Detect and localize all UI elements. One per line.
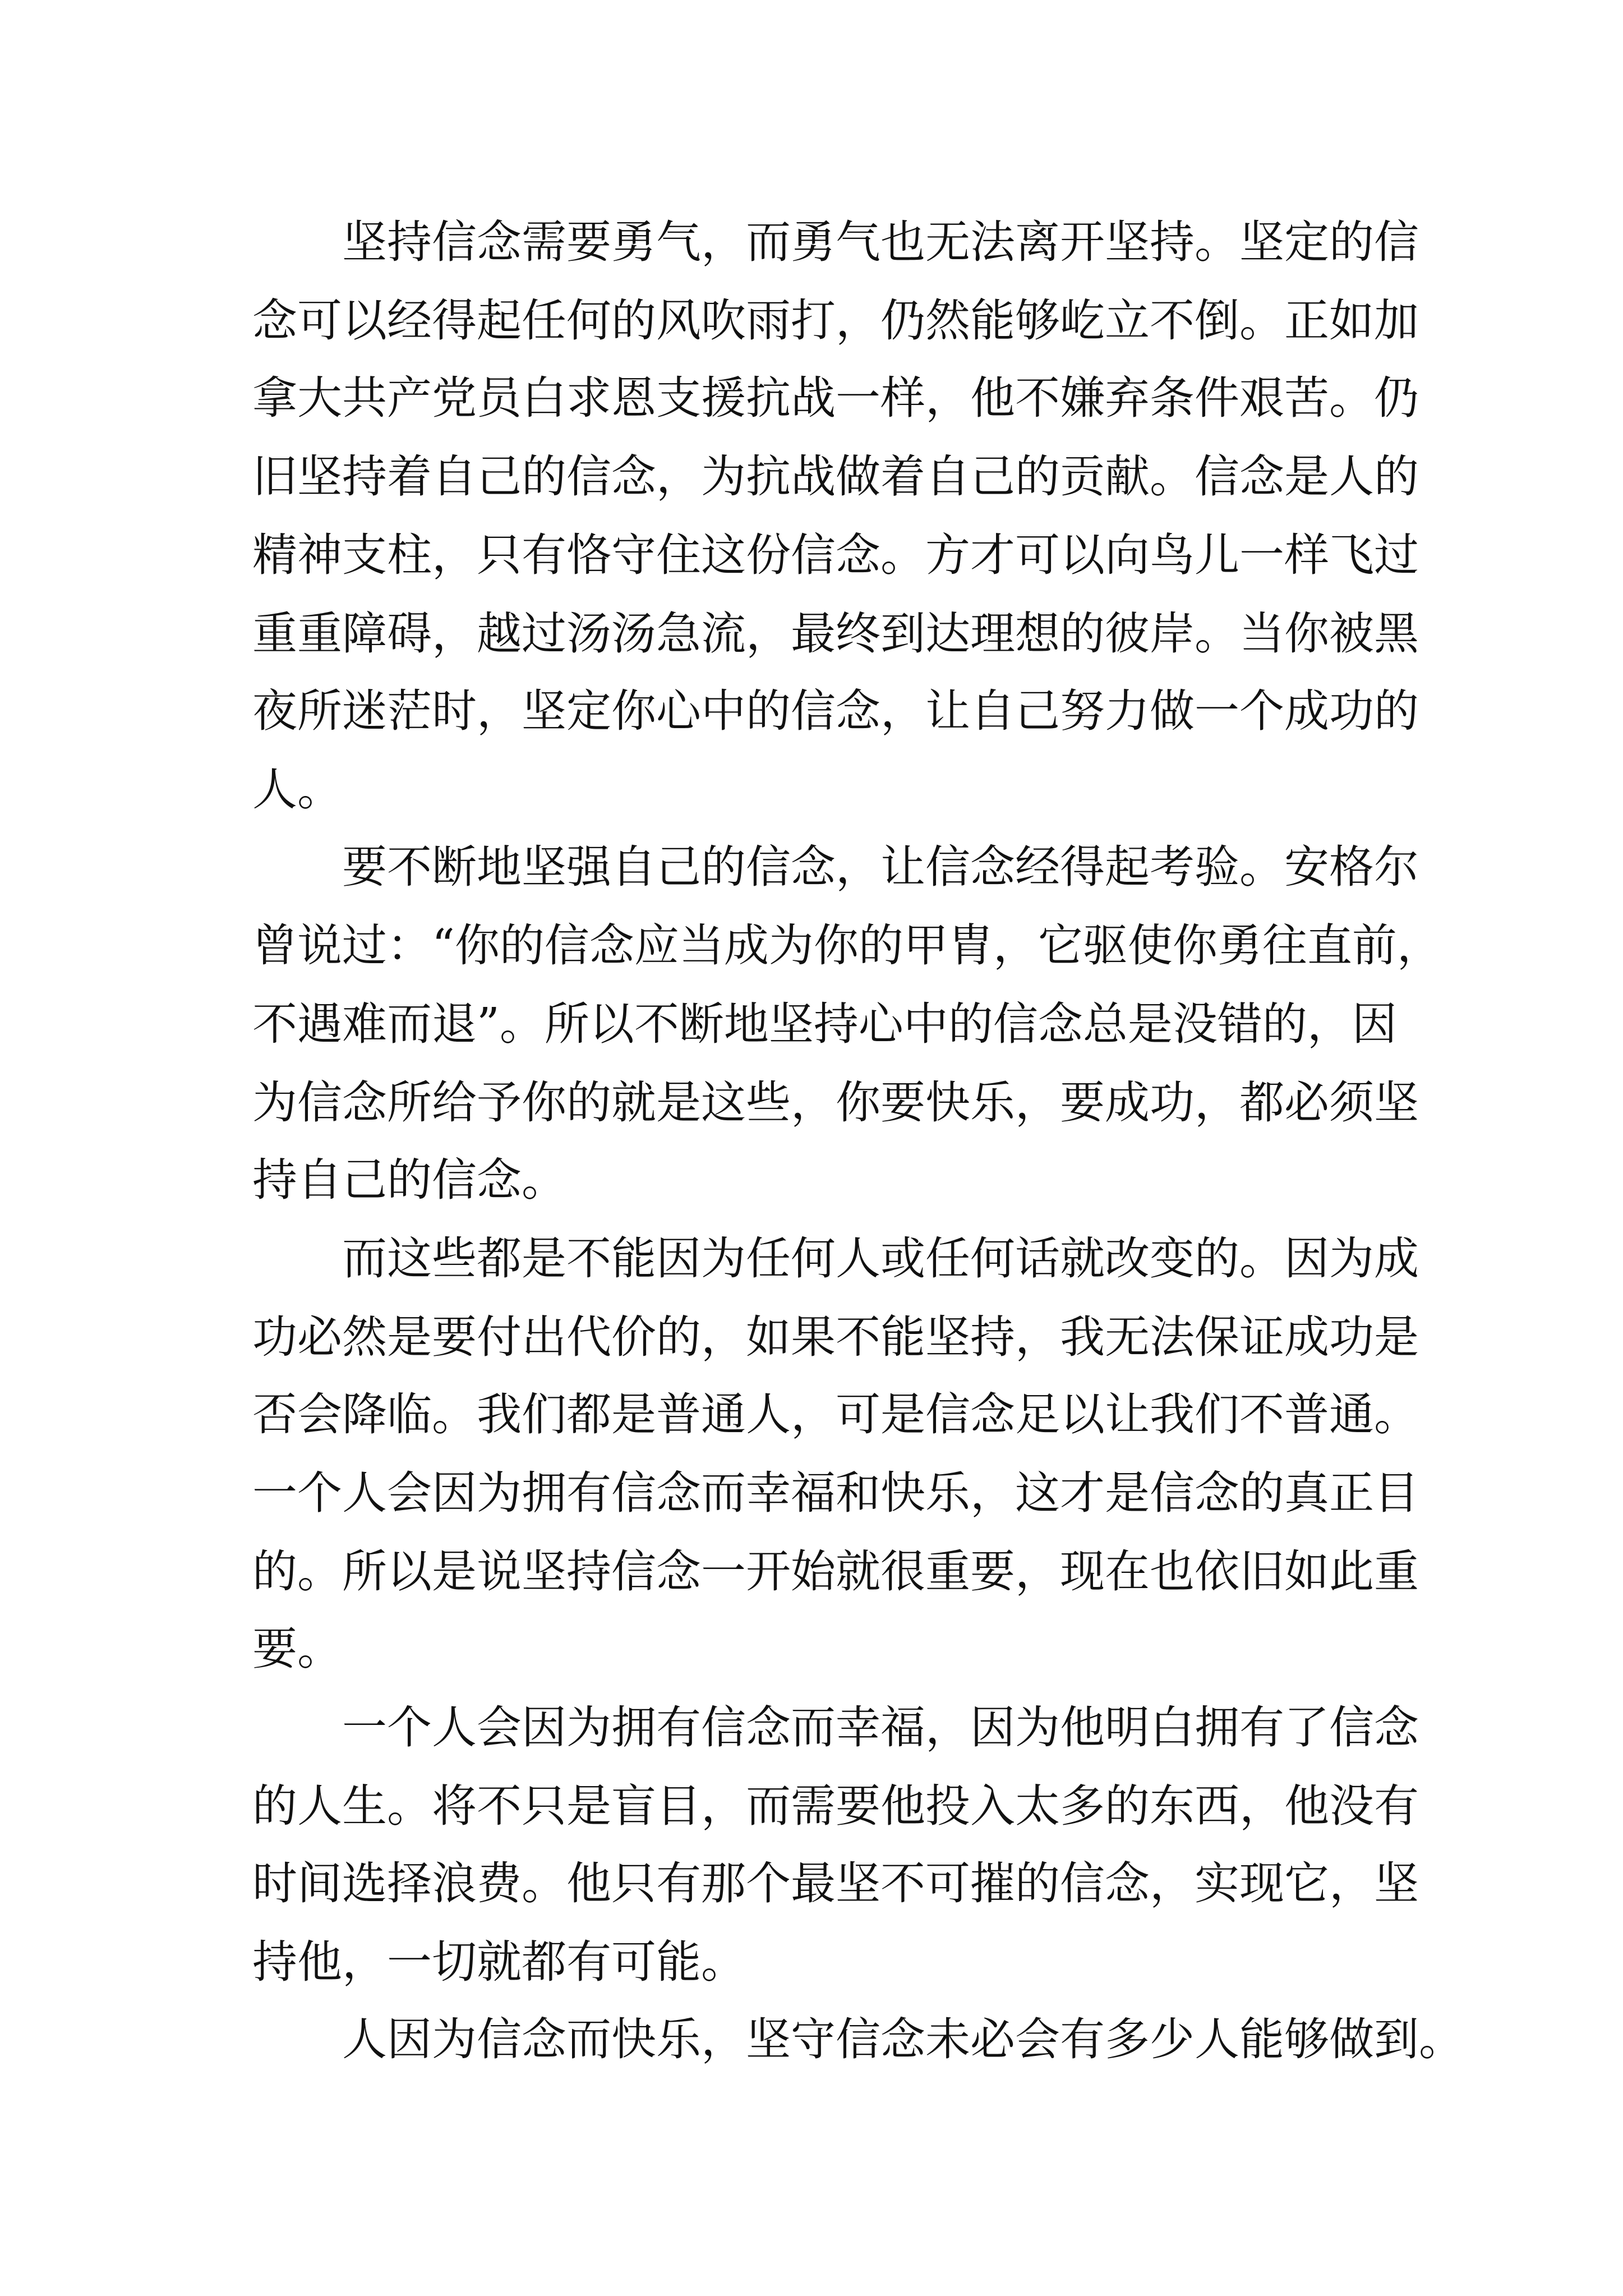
text-line: 曾说过：“你的信念应当成为你的甲胄，它驱使你勇往直前， [252, 919, 1442, 972]
text-line: 要不断地坚强自己的信念，让信念经得起考验。安格尔 [252, 841, 1419, 893]
text-line: 人因为信念而快乐，坚守信念未必会有多少人能够做到。 [252, 2013, 1464, 2065]
text-line: 一个人会因为拥有信念而幸福，因为他明白拥有了信念 [252, 1701, 1419, 1754]
text-line: 不遇难而退”。所以不断地坚持心中的信念总是没错的，因 [252, 998, 1397, 1050]
text-line: 坚持信念需要勇气，而勇气也无法离开坚持。坚定的信 [252, 216, 1419, 268]
text-line: 为信念所给予你的就是这些，你要快乐，要成功，都必须坚 [252, 1076, 1419, 1129]
text-line: 精神支柱，只有恪守住这份信念。方才可以向鸟儿一样飞过 [252, 529, 1419, 581]
text-line: 拿大共产党员白求恩支援抗战一样，他不嫌弃条件艰苦。仍 [252, 372, 1419, 424]
text-line: 的人生。将不只是盲目，而需要他投入太多的东西，他没有 [252, 1780, 1419, 1832]
text-line: 重重障碍，越过汤汤急流，最终到达理想的彼岸。当你被黑 [252, 608, 1419, 660]
text-line: 要。 [252, 1623, 342, 1675]
text-line: 夜所迷茫时，坚定你心中的信念，让自己努力做一个成功的 [252, 685, 1419, 737]
text-line: 功必然是要付出代价的，如果不能坚持，我无法保证成功是 [252, 1311, 1419, 1363]
text-line: 而这些都是不能因为任何人或任何话就改变的。因为成 [252, 1232, 1419, 1285]
text-line: 旧坚持着自己的信念，为抗战做着自己的贡献。信念是人的 [252, 450, 1419, 503]
text-line: 持他，一切就都有可能。 [252, 1936, 746, 1988]
text-line: 一个人会因为拥有信念而幸福和快乐，这才是信念的真正目 [252, 1467, 1419, 1519]
text-line: 时间选择浪费。他只有那个最坚不可摧的信念，实现它，坚 [252, 1857, 1419, 1910]
text-line: 的。所以是说坚持信念一开始就很重要，现在也依旧如此重 [252, 1545, 1419, 1598]
text-line: 持自己的信念。 [252, 1154, 566, 1206]
text-line: 否会降临。我们都是普通人，可是信念足以让我们不普通。 [252, 1388, 1419, 1441]
text-line: 念可以经得起任何的风吹雨打，仍然能够屹立不倒。正如加 [252, 295, 1419, 347]
text-line: 人。 [252, 763, 342, 816]
